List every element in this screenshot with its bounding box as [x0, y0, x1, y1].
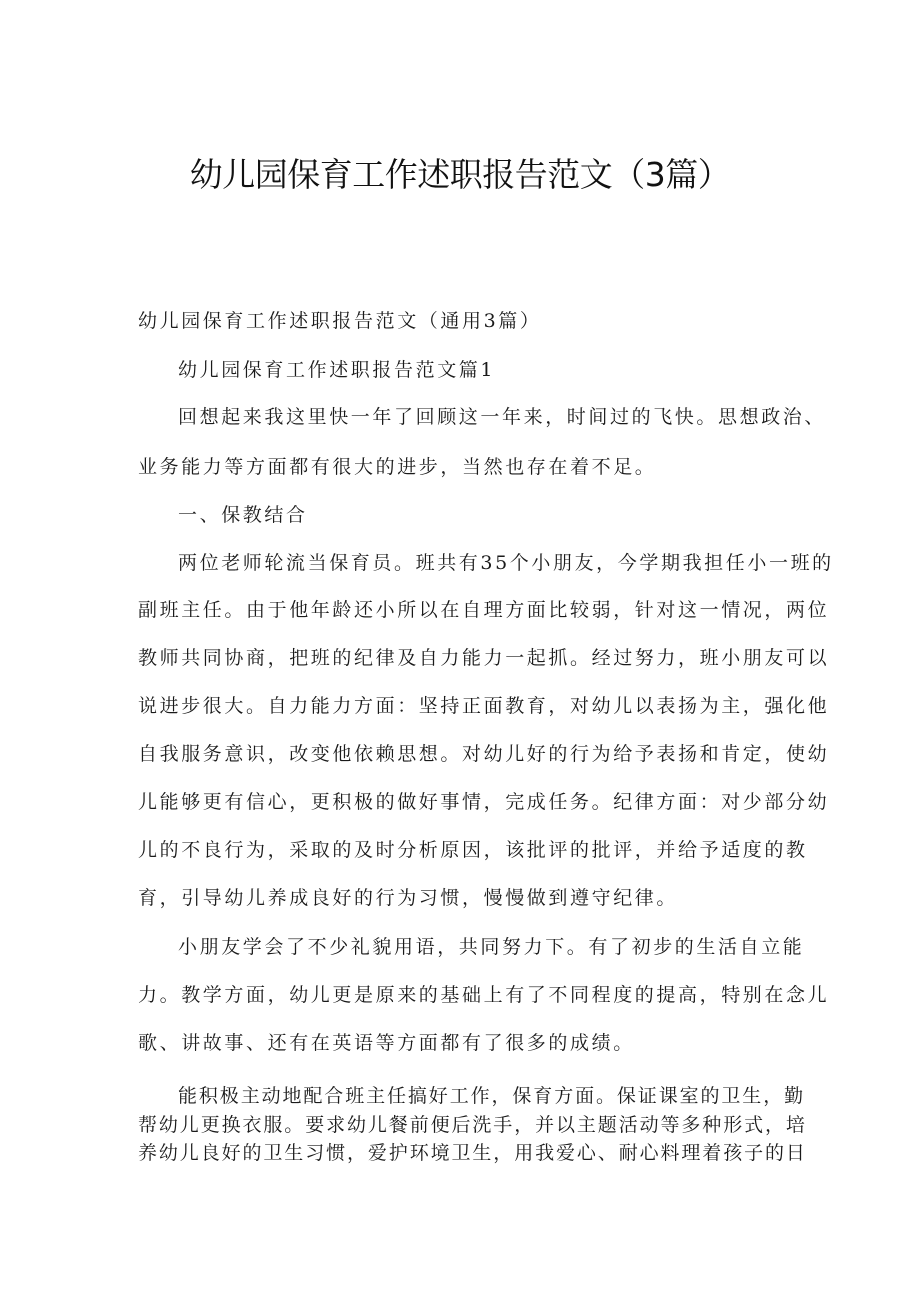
section-heading: 一、保教结合 [178, 504, 308, 526]
paragraph-line: 育，引导幼儿养成良好的行为习惯，慢慢做到遵守纪律。 [138, 887, 679, 909]
paragraph-line: 副班主任。由于他年龄还小所以在自理方面比较弱，针对这一情况，两位 [138, 599, 830, 621]
paragraph-line: 力。教学方面，幼儿更是原来的基础上有了不同程度的提高，特别在念儿 [138, 984, 830, 1006]
paragraph-line: 帮幼儿更换衣服。要求幼儿餐前便后洗手，并以主题活动等多种形式，培 [138, 1114, 807, 1136]
document-subtitle: 幼儿园保育工作述职报告范文（通用3篇） [138, 310, 542, 332]
paragraph-line: 儿的不良行为，采取的及时分析原因，该批评的批评，并给予适度的教 [138, 839, 808, 861]
paragraph-line: 能积极主动地配合班主任搞好工作，保育方面。保证课室的卫生，勤 [178, 1085, 806, 1107]
paragraph-line: 回想起来我这里快一年了回顾这一年来，时间过的飞快。思想政治、 [178, 406, 827, 428]
paragraph-line: 儿能够更有信心，更积极的做好事情，完成任务。纪律方面：对少部分幼 [138, 791, 830, 813]
section-title: 幼儿园保育工作述职报告范文篇1 [178, 359, 496, 381]
paragraph-line: 教师共同协商，把班的纪律及自力能力一起抓。经过努力，班小朋友可以 [138, 647, 830, 669]
paragraph-line: 自我服务意识，改变他依赖思想。对幼儿好的行为给予表扬和肯定，使幼 [138, 743, 830, 765]
document-title: 幼儿园保育工作述职报告范文（3篇） [189, 155, 731, 194]
paragraph-line: 小朋友学会了不少礼貌用语，共同努力下。有了初步的生活自立能 [178, 936, 805, 958]
paragraph-line: 养幼儿良好的卫生习惯，爱护环境卫生，用我爱心、耐心料理着孩子的日 [138, 1142, 807, 1164]
paragraph-line: 业务能力等方面都有很大的进步，当然也存在着不足。 [138, 456, 657, 478]
paragraph-line: 歌、讲故事、还有在英语等方面都有了很多的成绩。 [138, 1032, 635, 1054]
paragraph-line: 说进步很大。自力能力方面：坚持正面教育，对幼儿以表扬为主，强化他 [138, 695, 830, 717]
paragraph-line: 两位老师轮流当保育员。班共有35个小朋友，今学期我担任小一班的 [178, 552, 834, 574]
